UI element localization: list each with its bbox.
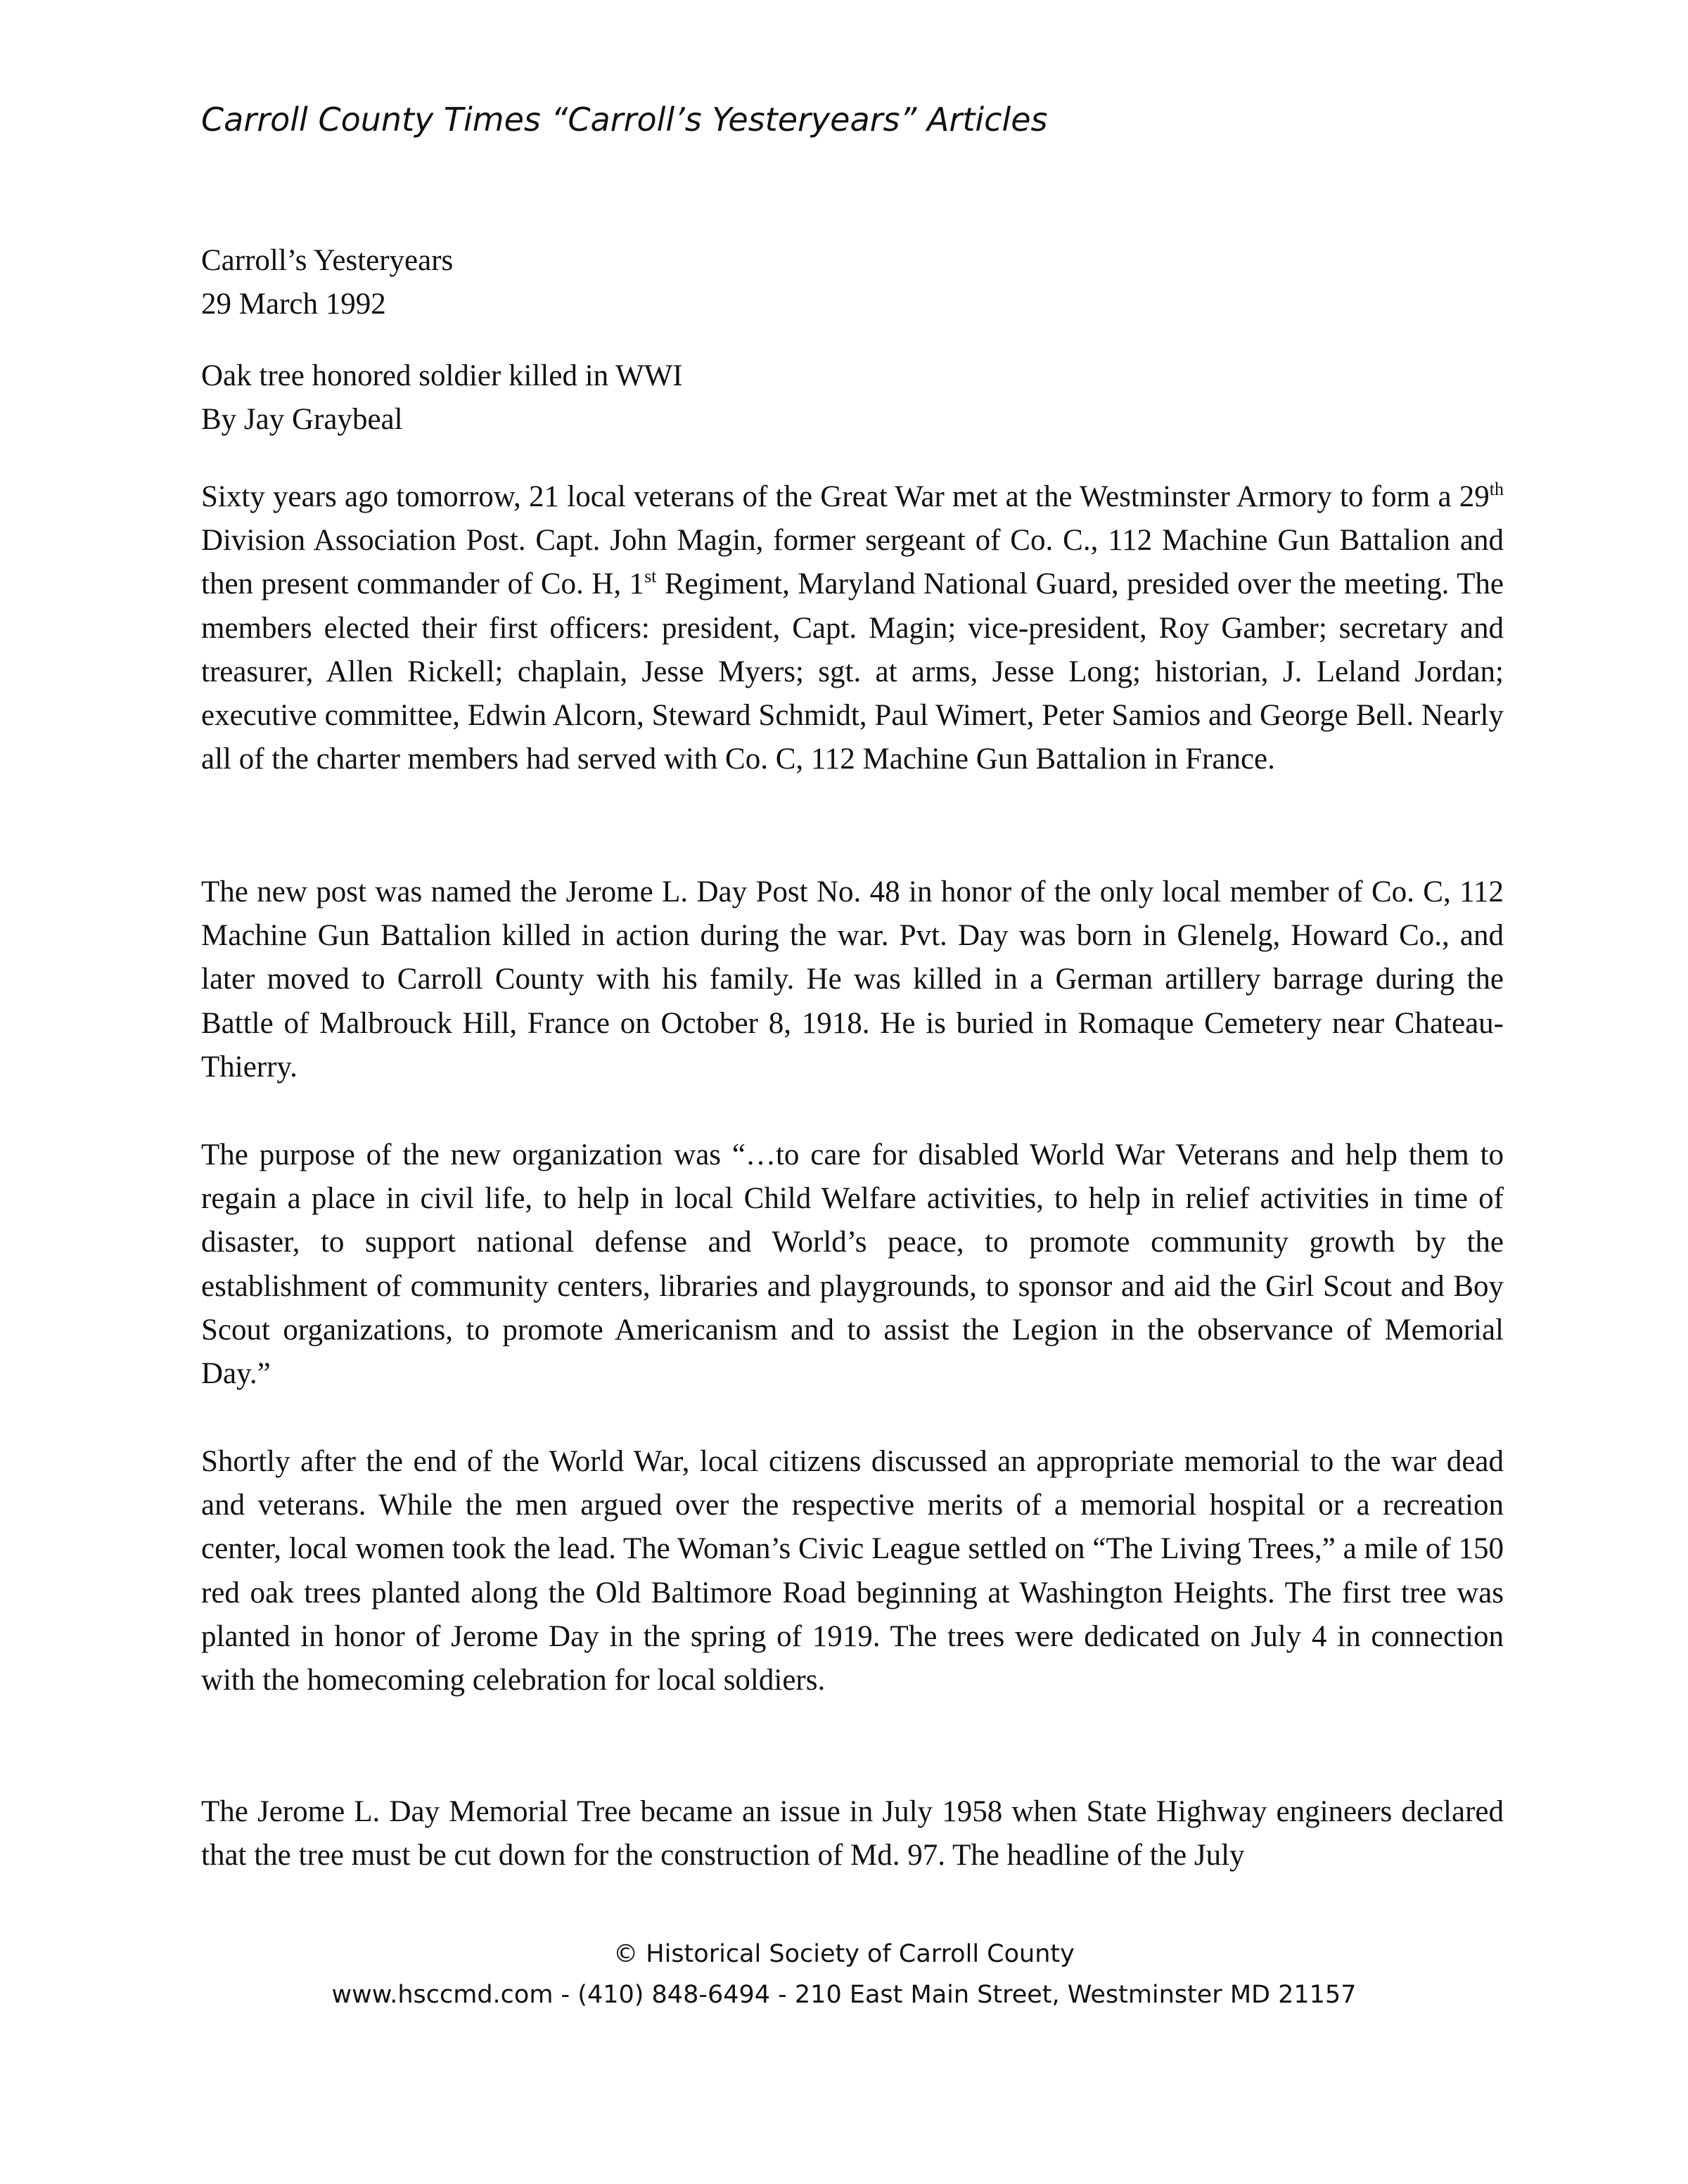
column-name: Carroll’s Yesteryears xyxy=(201,244,454,277)
paragraph-3: The purpose of the new organization was “…to care for disabled World War Veterans and help them to regain a place in civil life, to help in local Child Welfare activities, to help in relief activities in time of disaster, to support national defense and World’s peace, to promote community growth by the establishment of community centers, libraries and playgrounds, to sponsor and aid the Girl Scout and Boy Scout organizations, to promote Americanism and to assist the Legion in the observance of Memorial Day.” xyxy=(201,1138,1504,1391)
paragraph-1-text-a: Sixty years ago tomorrow, 21 local veterans of the Great War met at the Westminster Armory to form a 29 xyxy=(201,480,1490,513)
paragraph-1-text-b: Division Association Post. Capt. John Magin, former sergeant of Co. C., 112 Machine Gun Battalion and then present commander of Co. H, 1 xyxy=(201,524,1504,601)
footer-copyright: © Historical Society of Carroll County xyxy=(613,1940,1075,1968)
ordinal-superscript: th xyxy=(1489,479,1504,499)
paragraph-5: The Jerome L. Day Memorial Tree became an issue in July 1958 when State Highway engineers declared that the tree must be cut down for the construction of Md. 97. The headline of the July xyxy=(201,1795,1504,1873)
paragraph-1-text-c: Regiment, Maryland National Guard, presided over the meeting. The members elected their first officers: president, Capt. Magin; vice-president, Roy Gamber; secretary and treasurer, Allen Rickell; chaplain, Jesse Myers; sgt. at arms, Jesse Long; historian, J. Leland Jordan; executive committee, Edwin Alcorn, Steward Schmidt, Paul Wimert, Peter Samios and George Bell. Nearly all of the charter members had served with Co. C, 112 Machine Gun Battalion in France. xyxy=(201,567,1504,776)
article-heading xyxy=(201,354,1504,442)
paragraph-1 xyxy=(201,475,1504,781)
footer-contact: www.hsccmd.com - (410) 848-6494 - 210 East Main Street, Westminster MD 21157 xyxy=(331,1981,1357,2009)
paragraph-4: Shortly after the end of the World War, local citizens discussed an appropriate memorial to the war dead and veterans. While the men argued over the respective merits of a memorial hospital or a recreation center, local women took the lead. The Woman’s Civic League settled on “The Living Trees,” a mile of 150 red oak trees planted along the Old Baltimore Road beginning at Washington Heights. The first tree was planted in honor of Jerome Day in the spring of 1919. The trees were dedicated on July 4 in connection with the homecoming celebration for local soldiers. xyxy=(201,1445,1504,1697)
article-headline: Oak tree honored soldier killed in WWI xyxy=(201,359,683,392)
paragraph-2: The new post was named the Jerome L. Day Post No. 48 in honor of the only local member of Co. C, 112 Machine Gun Battalion killed in action during the war. Pvt. Day was born in Glenelg, Howard Co., and later moved to Carroll County with his family. He was killed in a German artillery barrage during the Battle of Malbrouck Hill, France on October 8, 1918. He is buried in Romaque Cemetery near Chateau-Thierry. xyxy=(201,875,1504,1084)
ordinal-superscript: st xyxy=(644,566,657,587)
article-meta xyxy=(201,239,1504,326)
article-byline: By Jay Graybeal xyxy=(201,403,403,437)
article-date: 29 March 1992 xyxy=(201,288,386,321)
running-header: Carroll County Times “Carroll’s Yesteryears” Articles xyxy=(201,101,1048,139)
page-footer xyxy=(0,1934,1688,2015)
